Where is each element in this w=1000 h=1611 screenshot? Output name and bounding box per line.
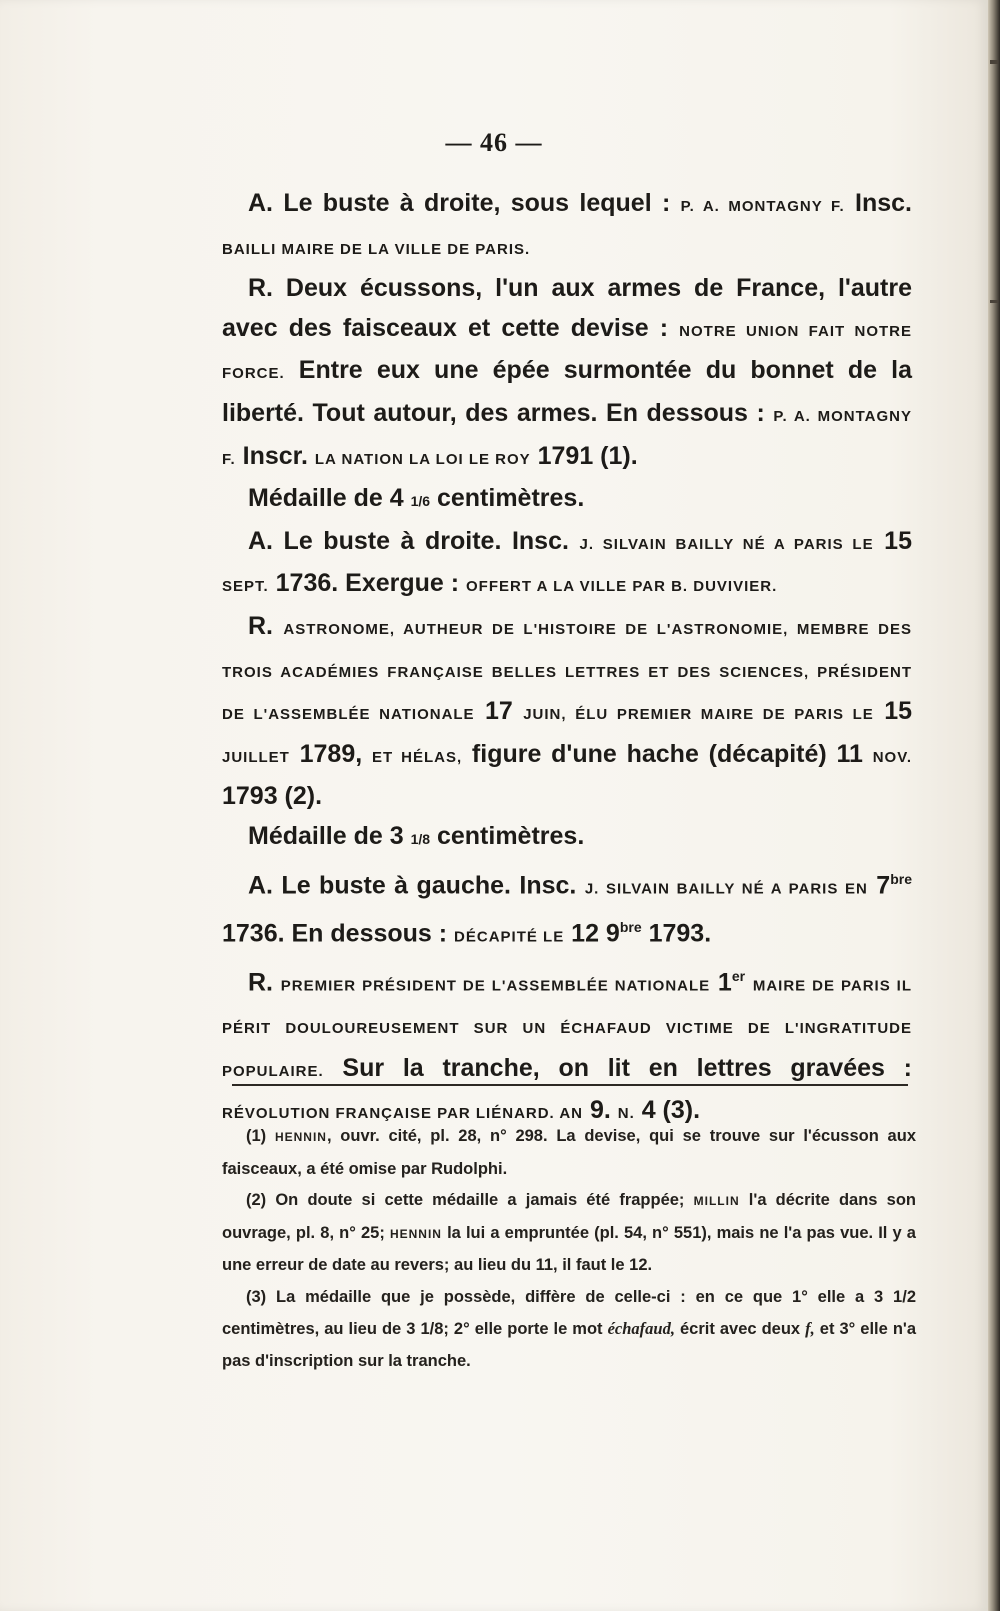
paragraph-medal-size-2: Médaille de 3 1/8 centimètres. bbox=[248, 821, 585, 850]
footnote-2: (2) On doute si cette médaille a jamais été frappée; MILLIN l'a décrite dans son ouvrage, pl. 8, n° 25; HENNIN la lui a empruntée (pl. 54, n° 551), mais ne l'a pas vue. Il y a une erreur de date au revers; au lieu du 11, il faut le 12. bbox=[222, 1191, 916, 1274]
book-edge bbox=[988, 0, 1000, 1611]
paragraph-obverse-1: A. Le buste à droite, sous lequel : P. A. MONTAGNY F. Insc. BAILLI MAIRE DE LA VILLE DE PARIS. bbox=[222, 189, 912, 258]
footnotes bbox=[222, 1121, 916, 1377]
edge-mark bbox=[990, 300, 998, 303]
paragraph-obverse-3: A. Le buste à gauche. Insc. J. SILVAIN BAILLY NÉ A PARIS EN $7^{bre}$ 1736. En dessous : DÉCAPITÉ LE 12 $9^{bre}$ 1793. bbox=[222, 870, 912, 948]
footnote-divider bbox=[232, 1084, 908, 1086]
paragraph-reverse-2: R. ASTRONOME, AUTHEUR DE L'HISTOIRE DE L'ASTRONOMIE, MEMBRE DES TROIS ACADÉMIES FRANÇAISE BELLES LETTRES ET DES SCIENCES, PRÉSIDENT DE L'ASSEMBLÉE NATIONALE 17 JUIN, ÉLU PREMIER MAIRE DE PARIS LE 15 JUILLET 1789, ET HÉLAS, figure d'une hache (décapité) 11 NOV. 1793 (2). bbox=[222, 611, 913, 811]
edge-mark bbox=[990, 60, 998, 64]
body-text bbox=[222, 184, 912, 1134]
paragraph-reverse-3: R. PREMIER PRÉSIDENT DE L'ASSEMBLÉE NATIONALE 1er MAIRE DE PARIS IL PÉRIT DOULOUREUSEMENT SUR UN ÉCHAFAUD VICTIME DE L'INGRATITUDE POPULAIRE. Sur la tranche, on lit en lettres gravées : RÉVOLUTION FRANÇAISE PAR LIÉNARD. AN 9. N. 4 (3). bbox=[222, 968, 913, 1125]
paragraph-reverse-1: R. Deux écussons, l'un aux armes de France, l'autre avec des faisceaux et cette devise : NOTRE UNION FAIT NOTRE FORCE. Entre eux une épée surmontée du bonnet de la liberté. Tout autour, des armes. En dessous : P. A. MONTAGNY F. Inscr. LA NATION LA LOI LE ROY 1791 (1). bbox=[222, 274, 912, 470]
paragraph-medal-size-1: Médaille de 4 1/6 centimètres. bbox=[248, 484, 585, 513]
page-number: — 46 — bbox=[445, 128, 543, 157]
footnote-1: (1) HENNIN, ouvr. cité, pl. 28, n° 298. La devise, qui se trouve sur l'écusson aux faisceaux, a été omise par Rudolphi. bbox=[222, 1127, 916, 1178]
paragraph-obverse-2: A. Le buste à droite. Insc. J. SILVAIN BAILLY NÉ A PARIS LE 15 SEPT. 1736. Exergue : OFFERT A LA VILLE PAR B. DUVIVIER. bbox=[222, 526, 912, 598]
footnote-3: (3) La médaille que je possède, diffère de celle-ci : en ce que 1° elle a 3 1/2 centimètres, au lieu de 3 1/8; 2° elle porte le mot échafaud, écrit avec deux f, et 3° elle n'a pas d'inscription sur la tranche. bbox=[222, 1287, 916, 1370]
